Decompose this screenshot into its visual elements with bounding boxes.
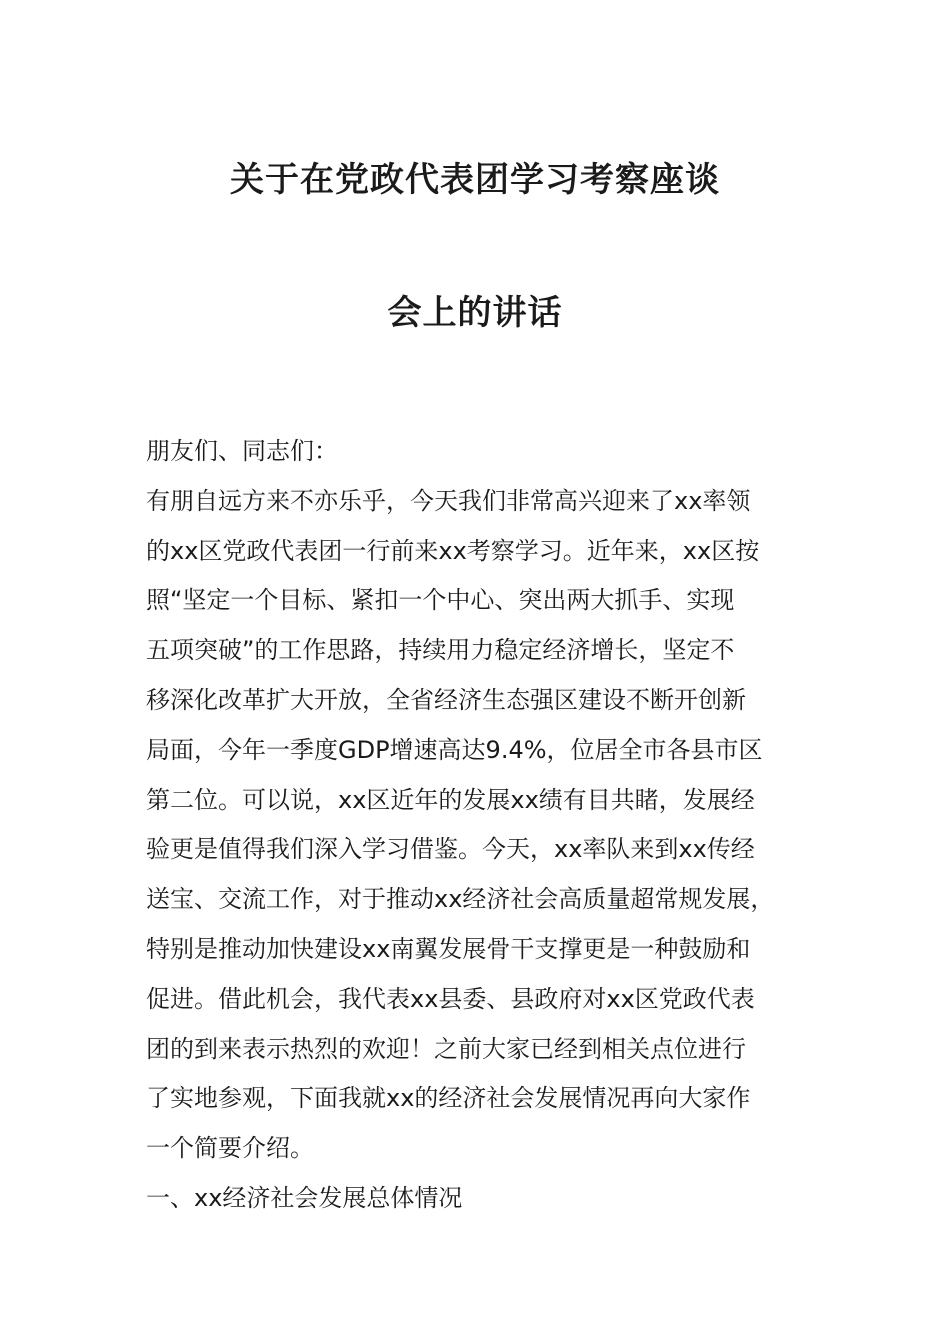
- body-line: 送宝、交流工作，对于推动xx经济社会高质量超常规发展，: [146, 885, 775, 914]
- body-line: 了实地参观，下面我就xx的经济社会发展情况再向大家作: [146, 1084, 751, 1113]
- body-line: 的xx区党政代表团一行前来xx考察学习。近年来，xx区按: [146, 536, 760, 565]
- body-line: 局面，今年一季度GDP增速高达9.4%，位居全市各县市区: [146, 735, 763, 764]
- body-line: 照“坚定一个目标、紧扣一个中心、突出两大抓手、实现: [146, 586, 735, 615]
- salutation: 朋友们、同志们：: [146, 437, 338, 465]
- body-line: 有朋自远方来不亦乐乎，今天我们非常高兴迎来了xx率领: [146, 486, 751, 515]
- document-title-line-1: 关于在党政代表团学习考察座谈: [230, 160, 720, 200]
- document-title-line-2: 会上的讲话: [387, 293, 563, 333]
- body-line: 特别是推动加快建设xx南翼发展骨干支撑更是一种鼓励和: [146, 934, 751, 963]
- body-line: 团的到来表示热烈的欢迎！之前大家已经到相关点位进行: [146, 1034, 746, 1063]
- body-line: 一个简要介绍。: [146, 1134, 314, 1163]
- body-line: 五项突破”的工作思路，持续用力稳定经济增长，坚定不: [146, 636, 735, 665]
- body-line: 验更是值得我们深入学习借鉴。今天，xx率队来到xx传经: [146, 835, 755, 864]
- body-line: 促进。借此机会，我代表xx县委、县政府对xx区党政代表: [146, 984, 755, 1013]
- document-body: [146, 427, 826, 1224]
- body-line: 移深化改革扩大开放，全省经济生态强区建设不断开创新: [146, 685, 746, 714]
- section-heading: 一、xx经济社会发展总体情况: [146, 1183, 463, 1212]
- body-line: 第二位。可以说，xx区近年的发展xx绩有目共睹，发展经: [146, 785, 755, 814]
